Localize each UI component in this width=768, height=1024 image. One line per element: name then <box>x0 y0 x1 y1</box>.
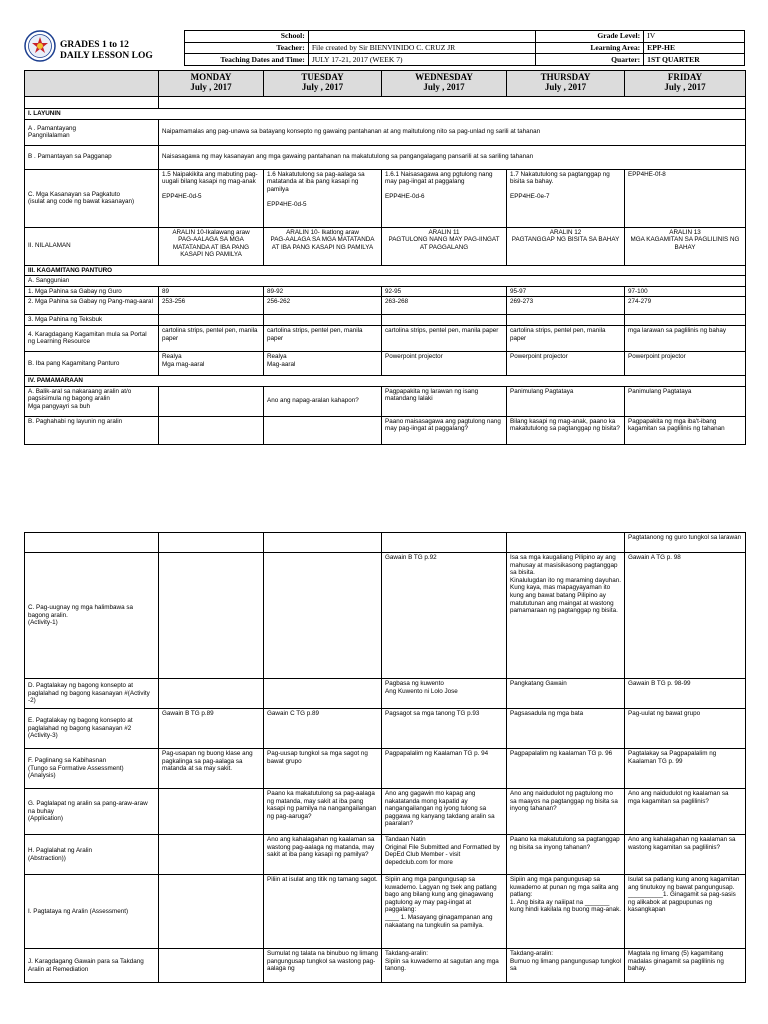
day-name: WEDNESDAY <box>415 72 473 82</box>
continuation-cell <box>507 533 625 553</box>
grade-label: Grade Level: <box>536 31 644 43</box>
sanggunian-label: A. Sanggunian <box>25 276 746 287</box>
kasanayan-cell: 1.6 Nakatutulong sa pag-aalaga sa matatanda at iba pang kasapi ng pamilya EPP4HE-0d-5 <box>264 169 382 227</box>
row-label-pagtalakay-1: D. Pagtalakay ng bagong konsepto at paglalahad ng bagong kasanayan #(Activity -2) <box>25 679 159 709</box>
pagtalakay-1-cell: Gawain B TG p. 98-99 <box>625 679 746 709</box>
row-label-balik-aral: A. Balik-aral sa nakaraang aralin at/o pagsisimula ng bagong aralin Mga pangyayri sa buh <box>25 386 159 416</box>
paglinang-cell: Pag-usapan ng buong klase ang pagkalinga sa pag-aalaga sa matanda at sa may sakit. <box>159 749 264 789</box>
row-label-pamantayan-sa-pagganap: B . Pamantayan sa Pagganap <box>25 145 159 169</box>
row-label-paglalahat: H. Paglalahat ng Aralin (Abstraction)) <box>25 835 159 875</box>
quarter-value: 1ST QUARTER <box>644 54 745 66</box>
gabay-guro-cell: 89 <box>159 286 264 297</box>
continuation-cell <box>159 533 264 553</box>
karagdagang-gawain-cell: Sumulat ng talata na binubuo ng limang pangungusap tungkol sa wastong pag-aalaga ng <box>264 949 382 983</box>
teacher-value: File created by Sir BIENVINIDO C. CRUZ JR <box>308 42 536 54</box>
pag-uugnay-cell <box>264 553 382 679</box>
area-label: Learning Area: <box>536 42 644 54</box>
pagtataya-cell: Sipiin ang mga pangungusap sa kuwaderno. Lagyan ng tsek ang patlang bago ang bilang kung ang ginagawang pagtulong ay may pag-iingat at paggalang: ____ 1. Masayang ginagampanan ang nakaatang na tungkulin sa pamilya. <box>382 875 507 949</box>
continuation-cell <box>264 533 382 553</box>
pag-uugnay-cell: Isa sa mga kaugaliang Pilipino ay ang mahusay at masisikasong pagtanggap sa bisita. Kinalulugdan ito ng maraming dayuhan. Kung kaya, mas mapagyayaman ito kung ang bawat batang Pilipino ay matututunan ang maingat at wastong pamamaraan ng pagtanggap ng bisita. <box>507 553 625 679</box>
row-label-kasanayan: C. Mga Kasanayan sa Pagkatuto (isulat ang code ng bawat kasanayan) <box>25 169 159 227</box>
day-name: FRIDAY <box>667 72 703 82</box>
pagtalakay-2-cell: Pagsasadula ng mga bata <box>507 709 625 749</box>
section-pamamaraan: IV. PAMAMARAAN <box>25 375 746 386</box>
gabay-mag-aaral-cell: 263-268 <box>382 297 507 315</box>
pagtalakay-2-cell: Gawain C TG p.89 <box>264 709 382 749</box>
nilalaman-cell: ARALIN 13 MGA KAGAMITAN SA PAGLILINIS NG BAHAY <box>625 227 746 265</box>
continuation-cell <box>382 533 507 553</box>
day-header-monday <box>159 71 264 97</box>
row-label-karagdagang-gawain: J. Karagdagang Gawain para sa Takdang Aralin at Remediation <box>25 949 159 983</box>
paghahabi-cell: Bilang kasapi ng mag-anak, paano ka makatutulong sa pagtanggap ng bisita? <box>507 416 625 444</box>
paglalapat-cell: Ano ang gagawin mo kapag ang nakatatanda mong kapatid ay nangangailangan ng iyong tulong sa paggawa ng kanyang takdang aralin sa paaralan? <box>382 789 507 835</box>
grade-value: IV <box>644 31 745 43</box>
paghahabi-cell <box>264 416 382 444</box>
paglinang-cell: Pagtalakay sa Pagpapalalim ng Kaalaman TG p. 99 <box>625 749 746 789</box>
day-date: July , 2017 <box>190 82 232 92</box>
iba-pang-kagamitan-cell: Realya Mga mag-aaral <box>159 351 264 375</box>
paglinang-cell: Pagpapalalim ng Kaalaman TG p. 94 <box>382 749 507 789</box>
row-label-learning-resource: 4. Karagdagang Kagamitan mula sa Portal ng Learning Resource <box>25 325 159 351</box>
pagtataya-cell: Isulat sa patlang kung anong kagamitan ang tinutukoy ng bawat pangungusap. __________1. Ginagamit sa pag-sasis ng alikabok at pagpupunas ng kasangkapan <box>625 875 746 949</box>
paglalapat-cell <box>159 789 264 835</box>
continuation-friday-cell: Pagtatanong ng guro tungkol sa larawan <box>625 533 746 553</box>
info-table <box>184 30 745 66</box>
day-name: MONDAY <box>190 72 232 82</box>
teacher-label: Teacher: <box>185 42 309 54</box>
row-label-teksbuk: 3. Mga Pahina ng Teksbuk <box>25 315 159 326</box>
nilalaman-cell: ARALIN 10- Ikatlong araw PAG-AALAGA SA MGA MATATANDA AT IBA PANG KASAPI NG PAMILYA <box>264 227 382 265</box>
learning-resource-cell: cartolina strips, pentel pen, manila paper <box>159 325 264 351</box>
pagtalakay-2-cell: Gawain B TG p.89 <box>159 709 264 749</box>
corner-cell <box>25 71 159 97</box>
day-date: July , 2017 <box>301 82 344 92</box>
day-date: July , 2017 <box>423 82 465 92</box>
pagtalakay-1-cell: Pagbasa ng kuwento Ang Kuwento ni Lolo Jose <box>382 679 507 709</box>
balik-aral-cell: Panimulang Pagtataya <box>625 386 746 416</box>
section-nilalaman: II. NILALAMAN <box>25 227 159 265</box>
row-label-gabay-mag-aaral: 2. Mga Pahina sa Gabay ng Pang-mag-aaral <box>25 297 159 315</box>
day-header-tuesday <box>264 71 382 97</box>
pagtalakay-1-cell <box>264 679 382 709</box>
row-label-gabay-guro: 1. Mga Pahina sa Gabay ng Guro <box>25 286 159 297</box>
section-layunin: I. LAYUNIN <box>25 109 746 120</box>
day-header-friday <box>625 71 746 97</box>
row-label-paglinang: F. Paglinang sa Kabihasnan (Tungo sa Formative Assessment) (Analysis) <box>25 749 159 789</box>
iba-pang-kagamitan-cell: Powerpoint projector <box>625 351 746 375</box>
pagtataya-cell: Sipiin ang mga pangungusap sa kuwaderno at punan ng mga salita ang patlang: 1. Ang bisita ay naiiipat na _______ kung hindi kakilala ng buong mag-anak. <box>507 875 625 949</box>
gabay-mag-aaral-cell: 269-273 <box>507 297 625 315</box>
school-value <box>308 31 536 43</box>
pagtalakay-2-cell: Pagsagot sa mga tanong TG p.93 <box>382 709 507 749</box>
learning-resource-cell: cartolina strips, pentel pen, manila paper <box>382 325 507 351</box>
empty-row <box>159 97 746 109</box>
nilalaman-cell: ARALIN 10-Ikalawang araw PAG-AALAGA SA MGA MATATANDA AT IBA PANG KASAPI NG PAMILYA <box>159 227 264 265</box>
kasanayan-cell: 1.5 Naipakikita ang mabuting pag-uugali bilang kasapi ng mag-anak EPP4HE-0d-5 <box>159 169 264 227</box>
gabay-mag-aaral-cell: 274-279 <box>625 297 746 315</box>
pagtalakay-1-cell <box>159 679 264 709</box>
dates-value: JULY 17-21, 2017 (WEEK 7) <box>308 54 536 66</box>
pagtalakay-2-cell: Pag-uulat ng bawat grupo <box>625 709 746 749</box>
pag-uugnay-cell: Gawain A TG p. 98 <box>625 553 746 679</box>
pamantayan-sa-pagganap-text: Naisasagawa ng may kasanayan ang mga gawaing pantahanan na makatutulong sa pangangalagang pansarili at sa sariling tahanan <box>159 145 746 169</box>
row-label-pag-uugnay: C. Pag-uugnay ng mga halimbawa sa bagong aralin. (Activity-1) <box>25 553 159 679</box>
title-dll: DAILY LESSON LOG <box>60 51 153 61</box>
continuation-cell <box>25 533 159 553</box>
day-date: July , 2017 <box>664 82 706 92</box>
teksbuk-cell <box>507 315 625 326</box>
paglinang-cell: Pag-uusap tungkol sa mga sagot ng bawat grupo <box>264 749 382 789</box>
karagdagang-gawain-cell <box>159 949 264 983</box>
gabay-guro-cell: 89-92 <box>264 286 382 297</box>
kasanayan-cell: 1.7 Nakatutulong sa pagtanggap ng bisita sa bahay. EPP4HE-0e-7 <box>507 169 625 227</box>
karagdagang-gawain-cell: Magtala ng limang (5) kagamitang madalas ginagamit sa paglilinis ng bahay. <box>625 949 746 983</box>
paglalahat-cell: Paano ka makatutulong sa pagtanggap ng bisita sa inyong tahanan? <box>507 835 625 875</box>
row-label-iba-pang-kagamitan: B. Iba pang Kagamitang Panturo <box>25 351 159 375</box>
empty-row-label <box>25 97 159 109</box>
kasanayan-cell: 1.6.1 Naisasagawa ang pgtulong nang may pag-iingat at paggalang EPP4HE-0d-6 <box>382 169 507 227</box>
karagdagang-gawain-cell: Takdang-aralin: Sipiin sa kuwaderno at sagutan ang mga tanong. <box>382 949 507 983</box>
balik-aral-cell: Panimulang Pagtataya <box>507 386 625 416</box>
deped-seal-icon <box>24 30 56 62</box>
paglalahat-cell: Ano ang kahalagahan ng kaalaman sa wastong pag-aalaga ng matanda, may sakit at iba pang kasapi ng pamilya? <box>264 835 382 875</box>
balik-aral-cell: Ano ang napag-aralan kahapon? <box>264 386 382 416</box>
paglinang-cell: Pagpapalalim ng kaalaman TG p. 96 <box>507 749 625 789</box>
kasanayan-cell: EPP4HE-0f-8 <box>625 169 746 227</box>
row-label-pamantayang-pangnilalaman: A . Pamantayang Pangnilalaman <box>25 119 159 145</box>
paghahabi-cell: Pagpapakita ng mga iba't-ibang kagamitan sa paglilinis ng tahanan <box>625 416 746 444</box>
teksbuk-cell <box>382 315 507 326</box>
area-value: EPP-HE <box>644 42 745 54</box>
teksbuk-cell <box>264 315 382 326</box>
teksbuk-cell <box>625 315 746 326</box>
teksbuk-cell <box>159 315 264 326</box>
paglalahat-cell: Ano ang kahalagahan ng kaalaman sa wastong kagamitan sa paglilinis? <box>625 835 746 875</box>
day-date: July , 2017 <box>544 82 587 92</box>
lesson-table-2 <box>24 532 746 983</box>
paghahabi-cell: Paano maisasagawa ang pagtulong nang may pag-iingat at paggalang? <box>382 416 507 444</box>
lesson-table-1 <box>24 70 746 445</box>
row-label-paglalapat: G. Paglalapat ng aralin sa pang-araw-araw na buhay (Application) <box>25 789 159 835</box>
document-title <box>60 40 153 62</box>
pamantayang-pangnilalaman-text: Naipamamalas ang pag-unawa sa batayang konsepto ng gawaing pantahanan at ang maitutulong nito sa pag-unlad ng sarili at tahanan <box>159 119 746 145</box>
section-kagamitang-panturo: III. KAGAMITANG PANTURO <box>25 265 746 276</box>
pagtataya-cell <box>159 875 264 949</box>
dates-label: Teaching Dates and Time: <box>185 54 309 66</box>
pag-uugnay-cell <box>159 553 264 679</box>
paglalahat-cell: Tandaan Natin Original File Submitted and Formatted by DepEd Club Member - visit depedclub.com for more <box>382 835 507 875</box>
paglalapat-cell: Paano ka makatutulong sa pag-aalaga ng matanda, may sakit at iba pang kasapi ng pamilya na nangangailangan ng pag-aaruga? <box>264 789 382 835</box>
row-label-paghahabi: B. Paghahabi ng layunin ng aralin <box>25 416 159 444</box>
row-label-pagtalakay-2: E. Pagtalakay ng bagong konsepto at paglalahad ng bagong kasanayan #2 (Activity-3) <box>25 709 159 749</box>
pagtalakay-1-cell: Pangkatang Gawain <box>507 679 625 709</box>
paglalapat-cell: Ano ang naidudulot ng kaalaman sa mga kagamitan sa paglilinis? <box>625 789 746 835</box>
learning-resource-cell: cartolina strips, pentel pen, manila paper <box>507 325 625 351</box>
pagtataya-cell: Piliin at isulat ang titik ng tamang sagot. <box>264 875 382 949</box>
gabay-guro-cell: 95-97 <box>507 286 625 297</box>
iba-pang-kagamitan-cell: Realya Mag-aaral <box>264 351 382 375</box>
karagdagang-gawain-cell: Takdang-aralin: Bumuo ng limang pangungusap tungkol sa <box>507 949 625 983</box>
iba-pang-kagamitan-cell: Powerpoint projector <box>507 351 625 375</box>
iba-pang-kagamitan-cell: Powerpoint projector <box>382 351 507 375</box>
paghahabi-cell <box>159 416 264 444</box>
gabay-guro-cell: 92-95 <box>382 286 507 297</box>
nilalaman-cell: ARALIN 12 PAGTANGGAP NG BISITA SA BAHAY <box>507 227 625 265</box>
day-header-wednesday <box>382 71 507 97</box>
quarter-label: Quarter: <box>536 54 644 66</box>
gabay-mag-aaral-cell: 256-262 <box>264 297 382 315</box>
gabay-guro-cell: 97-100 <box>625 286 746 297</box>
learning-resource-cell: mga larawan sa paglilinis ng bahay <box>625 325 746 351</box>
day-name: THURSDAY <box>540 72 591 82</box>
balik-aral-cell <box>159 386 264 416</box>
paglalahat-cell <box>159 835 264 875</box>
day-name: TUESDAY <box>301 72 344 82</box>
day-header-thursday <box>507 71 625 97</box>
school-label: School: <box>185 31 309 43</box>
balik-aral-cell: Pagpapakita ng larawan ng isang matandang lalaki <box>382 386 507 416</box>
gabay-mag-aaral-cell: 253-256 <box>159 297 264 315</box>
title-grades: GRADES 1 to 12 <box>60 40 129 50</box>
nilalaman-cell: ARALIN 11 PAGTULONG NANG MAY PAG-IINGAT AT PAGGALANG <box>382 227 507 265</box>
learning-resource-cell: cartolina strips, pentel pen, manila paper <box>264 325 382 351</box>
pag-uugnay-cell: Gawain B TG p.92 <box>382 553 507 679</box>
row-label-pagtataya: I. Pagtataya ng Aralin (Assessment) <box>25 875 159 949</box>
paglalapat-cell: Ano ang naidudulot ng pagtulong mo sa maayos na pagtanggap ng bisita sa inyong tahanan? <box>507 789 625 835</box>
